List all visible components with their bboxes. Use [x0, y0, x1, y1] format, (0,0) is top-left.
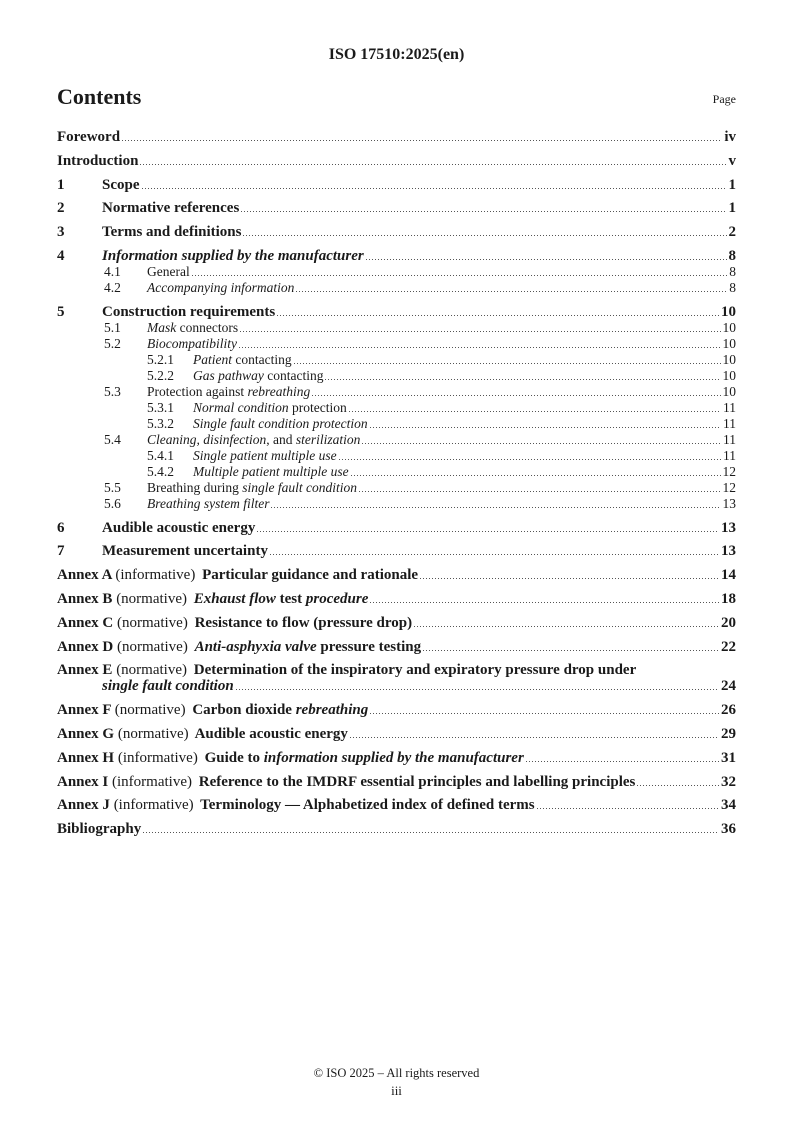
toc-entry-5-5[interactable]: [57, 480, 736, 496]
entry-title-segment: Audible acoustic energy: [102, 519, 256, 536]
entry-title-segment: Exhaust flow: [193, 590, 276, 607]
entry-title-segment: Multiple patient multiple use: [193, 463, 349, 479]
entry-number: 4.1: [104, 263, 121, 279]
toc-entry-annex-c[interactable]: [57, 615, 736, 631]
annex-label: Annex A: [57, 567, 112, 584]
entry-page-number: 20: [721, 614, 736, 631]
entry-title-segment: Breathing system filter: [147, 495, 270, 511]
entry-title: [57, 702, 368, 718]
entry-title: [102, 248, 364, 264]
entry-title: [57, 615, 412, 631]
entry-number: 5.2.2: [147, 367, 174, 383]
entry-page-number: 11: [723, 447, 736, 463]
entry-title-segment: , and: [266, 431, 296, 447]
entry-title-segment: single fault condition: [102, 678, 234, 695]
entry-page-number: 11: [723, 431, 736, 447]
entry-number: 5.1: [104, 319, 121, 335]
entry-page-number: 8: [729, 263, 736, 279]
entry-page-number: 13: [722, 495, 736, 511]
entry-title: [57, 129, 120, 145]
entry-title: [57, 774, 635, 790]
dot-leader: [236, 689, 719, 690]
annex-label: Annex I: [57, 773, 109, 790]
dot-leader: [370, 713, 719, 714]
entry-title: [147, 336, 237, 352]
entry-title-segment: Particular guidance and rationale: [202, 567, 419, 584]
entry-page-number: 18: [721, 590, 736, 607]
entry-page-number: 11: [723, 399, 736, 415]
entry-title-segment: test: [275, 590, 306, 607]
annex-status: (informative): [112, 773, 192, 790]
dot-leader: [366, 259, 727, 260]
entry-title-segment: Normative references: [102, 200, 240, 217]
entry-number: 5.2: [104, 335, 121, 351]
entry-title-segment: General: [147, 263, 190, 279]
entry-page-number: 26: [721, 702, 736, 719]
page-number: iii: [391, 1083, 402, 1098]
annex-status: (normative): [117, 725, 189, 742]
toc-entry-4-1[interactable]: [57, 264, 736, 280]
toc-entry-annex-i[interactable]: [57, 774, 736, 790]
toc-entry-annex-d[interactable]: [57, 639, 736, 655]
annex-status: (normative): [117, 638, 188, 655]
toc-entry-5-4-2[interactable]: [57, 464, 736, 480]
dot-leader: [359, 491, 721, 492]
annex-status: (informative): [115, 567, 196, 584]
entry-title-segment: Single patient multiple use: [193, 447, 337, 463]
entry-title-segment: Terminology — Alphabetized index of defined terms: [200, 797, 535, 814]
annex-status: (normative): [114, 702, 186, 719]
entry-title-segment: Scope: [102, 176, 140, 193]
toc-entry-annex-f[interactable]: [57, 702, 736, 718]
entry-title: [57, 639, 421, 655]
toc-entry-annex-h[interactable]: [57, 750, 736, 766]
toc-entry-5-3-1[interactable]: [57, 400, 736, 416]
dot-leader: [240, 331, 720, 332]
entry-title-segment: Introduction: [57, 152, 139, 169]
entry-page-number: 29: [721, 725, 736, 742]
dot-leader: [296, 291, 727, 292]
dot-leader: [257, 531, 719, 532]
entry-title-segment: Foreword: [57, 129, 121, 145]
entry-title-segment: Mask: [147, 319, 177, 335]
annex-status: (informative): [113, 797, 194, 814]
annex-label: Annex G: [57, 725, 115, 742]
dot-leader: [192, 275, 728, 276]
entry-title-segment: connectors: [176, 319, 239, 335]
toc-entry-1[interactable]: [57, 177, 736, 193]
entry-title-segment: Cleaning, disinfection: [147, 431, 267, 447]
annex-status: (normative): [116, 590, 187, 607]
entry-page-number: 2: [728, 224, 736, 241]
dot-leader: [271, 507, 720, 508]
entry-title: [147, 496, 269, 512]
entry-title-segment: Gas pathway: [193, 367, 264, 383]
entry-number: 5.3.2: [147, 415, 174, 431]
annex-label: Annex E: [57, 662, 113, 679]
entry-number: 4.2: [104, 279, 121, 295]
entry-title-segment: Measurement uncertainty: [102, 543, 268, 560]
entry-title-segment: Anti-asphyxia valve: [194, 638, 317, 655]
toc-entry-introduction[interactable]: [57, 153, 736, 169]
toc-entry-7[interactable]: [57, 543, 736, 559]
entry-number: 5.5: [104, 479, 121, 495]
dot-leader: [537, 808, 719, 809]
entry-title-segment: contacting: [232, 351, 292, 367]
annex-label: Annex H: [57, 749, 115, 766]
dot-leader: [349, 411, 721, 412]
toc-entry-annex-j[interactable]: [57, 797, 736, 813]
dot-leader: [325, 379, 720, 380]
toc-entry-4[interactable]: [57, 248, 736, 264]
entry-page-number: 10: [722, 383, 736, 399]
annex-status: (normative): [116, 662, 187, 679]
entry-page-number: 8: [728, 247, 736, 264]
entry-title: [193, 352, 292, 368]
dot-leader: [370, 602, 719, 603]
dot-leader: [294, 363, 721, 364]
entry-title-segment: sterilization: [295, 431, 361, 447]
dot-leader: [339, 459, 721, 460]
toc-entry-5-3-2[interactable]: [57, 416, 736, 432]
entry-title-segment: Single fault condition protection: [193, 415, 368, 431]
entry-title: [147, 280, 294, 296]
entry-number: 2: [57, 200, 65, 217]
entry-title-continued: [102, 678, 234, 694]
entry-title: [147, 480, 357, 496]
entry-title-segment: Guide to: [204, 749, 264, 766]
entry-title-segment: Information supplied by the manufacturer: [102, 247, 364, 264]
entry-title-segment: Audible acoustic energy: [194, 725, 348, 742]
entry-title: [147, 264, 190, 280]
table-of-contents: [57, 129, 736, 837]
entry-title: [102, 520, 255, 536]
toc-entry-3[interactable]: [57, 224, 736, 240]
dot-leader: [143, 832, 719, 833]
entry-page-number: 24: [721, 678, 736, 695]
entry-page-number: 10: [722, 351, 736, 367]
toc-entry-5-4[interactable]: [57, 432, 736, 448]
contents-heading: Contents: [57, 84, 142, 109]
dot-leader: [414, 626, 719, 627]
annex-label: Annex F: [57, 702, 112, 719]
entry-title-segment: Resistance to flow (pressure drop): [194, 614, 413, 631]
toc-entry-5-1[interactable]: [57, 320, 736, 336]
toc-entry-annex-e[interactable]: [57, 662, 736, 694]
entry-number: 6: [57, 519, 65, 536]
toc-entry-5[interactable]: [57, 304, 736, 320]
entry-title: [102, 200, 239, 216]
entry-page-number: 34: [721, 797, 736, 814]
toc-entry-5-2-2[interactable]: [57, 368, 736, 384]
entry-number: 4: [57, 247, 65, 264]
annex-label: Annex J: [57, 797, 110, 814]
entry-title: [57, 567, 418, 583]
entry-page-number: 1: [728, 200, 736, 217]
entry-title-segment: pressure testing: [316, 638, 422, 655]
entry-title: [193, 400, 347, 416]
entry-title: [193, 416, 368, 432]
entry-page-number: 12: [722, 463, 736, 479]
entry-title-segment: Carbon dioxide: [192, 702, 296, 719]
entry-title: [147, 432, 360, 448]
entry-title-segment: Construction requirements: [102, 303, 276, 320]
entry-number: 5.3.1: [147, 399, 174, 415]
dot-leader: [526, 761, 719, 762]
entry-number: 7: [57, 543, 65, 560]
toc-entry-5-4-1[interactable]: [57, 448, 736, 464]
toc-entry-2[interactable]: [57, 200, 736, 216]
annex-status: (normative): [117, 614, 188, 631]
entry-page-number: 12: [722, 479, 736, 495]
entry-title-segment: information supplied by the manufacturer: [263, 749, 524, 766]
entry-number: 1: [57, 176, 65, 193]
entry-title: [147, 320, 238, 336]
entry-title: [102, 177, 140, 193]
toc-entry-5-3[interactable]: [57, 384, 736, 400]
dot-leader: [420, 578, 719, 579]
entry-title: [57, 797, 535, 813]
entry-title-segment: Breathing during: [147, 479, 243, 495]
entry-page-number: 8: [729, 279, 736, 295]
entry-page-number: 11: [723, 415, 736, 431]
dot-leader: [239, 347, 721, 348]
annex-label: Annex C: [57, 614, 114, 631]
entry-title-line-1: [57, 662, 736, 678]
entry-title-segment: rebreathing: [247, 383, 311, 399]
entry-title: [57, 591, 368, 607]
toc-entry-annex-a[interactable]: [57, 567, 736, 583]
toc-entry-4-2[interactable]: [57, 280, 736, 296]
entry-page-number: 13: [721, 543, 736, 560]
entry-title: [147, 384, 310, 400]
dot-leader: [140, 164, 726, 165]
entry-page-number: 10: [722, 335, 736, 351]
entry-title-segment: Determination of the inspiratory and expiratory pressure drop under: [193, 662, 637, 679]
entry-page-number: 10: [721, 303, 736, 320]
toc-entry-5-2-1[interactable]: [57, 352, 736, 368]
entry-number: 5.4.1: [147, 447, 174, 463]
entry-title: [193, 368, 323, 384]
dot-leader: [350, 737, 719, 738]
entry-page-number: iv: [724, 129, 736, 145]
entry-title-segment: Protection against: [147, 383, 248, 399]
dot-leader: [312, 395, 720, 396]
entry-number: 5.4.2: [147, 463, 174, 479]
entry-title-segment: protection: [288, 399, 347, 415]
entry-number: 3: [57, 224, 65, 241]
entry-title-segment: Accompanying information: [147, 279, 295, 295]
toc-entry-annex-b[interactable]: [57, 591, 736, 607]
annex-label: Annex B: [57, 590, 113, 607]
entry-title: [102, 543, 268, 559]
entry-title-segment: Bibliography: [57, 821, 142, 838]
entry-title-line-2: [57, 678, 736, 694]
dot-leader: [122, 140, 722, 141]
dot-leader: [142, 188, 727, 189]
dot-leader: [270, 554, 719, 555]
dot-leader: [423, 650, 719, 651]
copyright-notice: © ISO 2025 – All rights reserved: [313, 1066, 480, 1080]
entry-page-number: v: [728, 152, 736, 169]
entry-number: 5.3: [104, 383, 121, 399]
entry-number: 5.2.1: [147, 351, 174, 367]
toc-entry-foreword[interactable]: [57, 129, 736, 145]
dot-leader: [362, 443, 721, 444]
entry-number: 5: [57, 303, 65, 320]
entry-title-segment: Terms and definitions: [102, 224, 242, 241]
entry-title: [57, 821, 141, 837]
toc-entry-5-6[interactable]: [57, 496, 736, 512]
toc-entry-annex-g[interactable]: [57, 726, 736, 742]
entry-title-segment: Reference to the IMDRF essential principles and labelling principles: [198, 773, 636, 790]
toc-entry-6[interactable]: [57, 520, 736, 536]
dot-leader: [277, 315, 719, 316]
entry-title: [57, 750, 524, 766]
entry-number: 5.6: [104, 495, 121, 511]
entry-page-number: 10: [722, 319, 736, 335]
entry-page-number: 31: [721, 749, 736, 766]
entry-title-segment: Patient: [193, 351, 232, 367]
entry-page-number: 22: [721, 638, 736, 655]
dot-leader: [241, 211, 726, 212]
dot-leader: [351, 475, 721, 476]
document-identifier: ISO 17510:2025(en): [328, 46, 465, 63]
entry-page-number: 14: [721, 567, 736, 584]
entry-title-segment: Normal condition: [193, 399, 289, 415]
dot-leader: [243, 235, 726, 236]
annex-label: Annex D: [57, 638, 114, 655]
entry-title: [102, 304, 275, 320]
entry-title-segment: rebreathing: [295, 702, 369, 719]
entry-page-number: 1: [728, 176, 736, 193]
entry-title: [193, 448, 337, 464]
dot-leader: [370, 427, 721, 428]
page-column-label: Page: [712, 92, 736, 106]
entry-page-number: 32: [721, 773, 736, 790]
entry-title: [57, 662, 636, 678]
entry-number: 5.4: [104, 431, 121, 447]
entry-title-segment: Biocompatibility: [147, 335, 237, 351]
entry-title-segment: contacting: [263, 367, 324, 383]
toc-entry-bibliography[interactable]: [57, 821, 736, 837]
dot-leader: [637, 785, 719, 786]
entry-title-segment: single fault condition: [242, 479, 357, 495]
entry-page-number: 13: [721, 519, 736, 536]
entry-page-number: 10: [722, 367, 736, 383]
annex-status: (informative): [117, 749, 198, 766]
entry-title: [57, 726, 348, 742]
entry-title: [193, 464, 349, 480]
entry-page-number: 36: [721, 821, 736, 838]
toc-entry-5-2[interactable]: [57, 336, 736, 352]
entry-title: [57, 153, 138, 169]
entry-title-segment: procedure: [305, 590, 369, 607]
entry-title: [102, 224, 241, 240]
